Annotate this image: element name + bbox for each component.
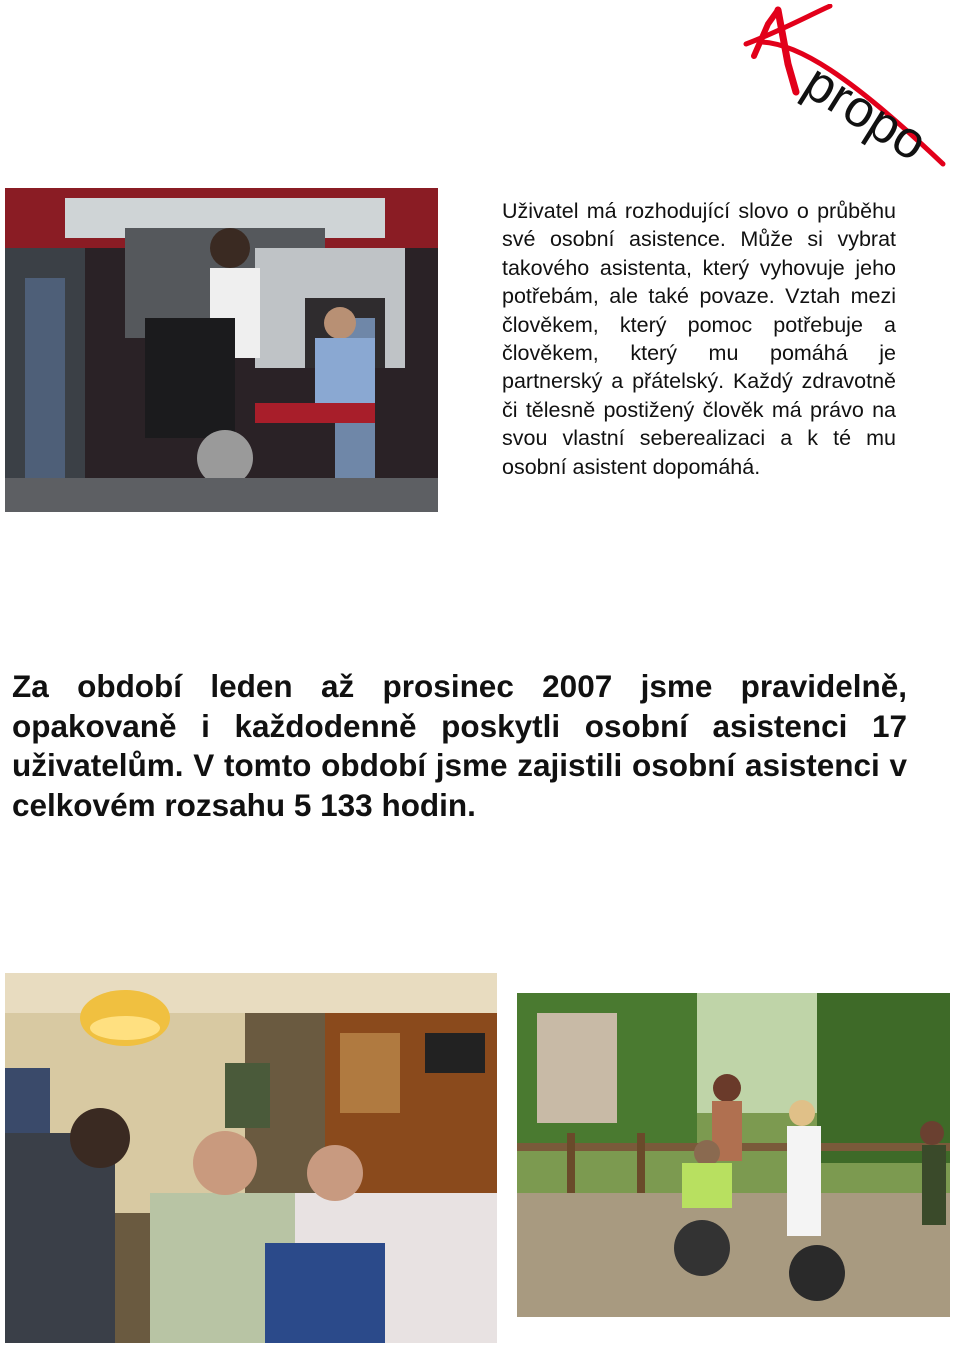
apropo-logo	[738, 4, 952, 172]
photo-park-wheelchairs	[517, 993, 950, 1317]
apropo-logo-graphic	[738, 4, 952, 172]
logo-letters: propo	[793, 52, 938, 172]
intro-paragraph: Uživatel má rozhodující slovo o průběhu své osobní asistence. Může si vybrat takového asistenta, který vyhovuje jeho potřebám, ale také povaze. Vztah mezi člověkem, který pomoc potřebuje a člověkem, který mu pomáhá je partnerský a přátelský. Každý zdravotně či tělesně postižený člověk má právo na svou vlastní seberealizaci a k té mu osobní asistent dopomáhá.	[502, 199, 896, 479]
photo-room-group	[5, 973, 497, 1343]
summary-paragraph: Za období leden až prosinec 2007 jsme pravidelně, opakovaně i každodenně poskytli osobní asistenci 17 uživatelům. V tomto období jsme zajistili osobní asistenci v celkovém rozsahu 5 133 hodin.	[12, 668, 907, 823]
photo-van-wheelchair	[5, 188, 438, 512]
